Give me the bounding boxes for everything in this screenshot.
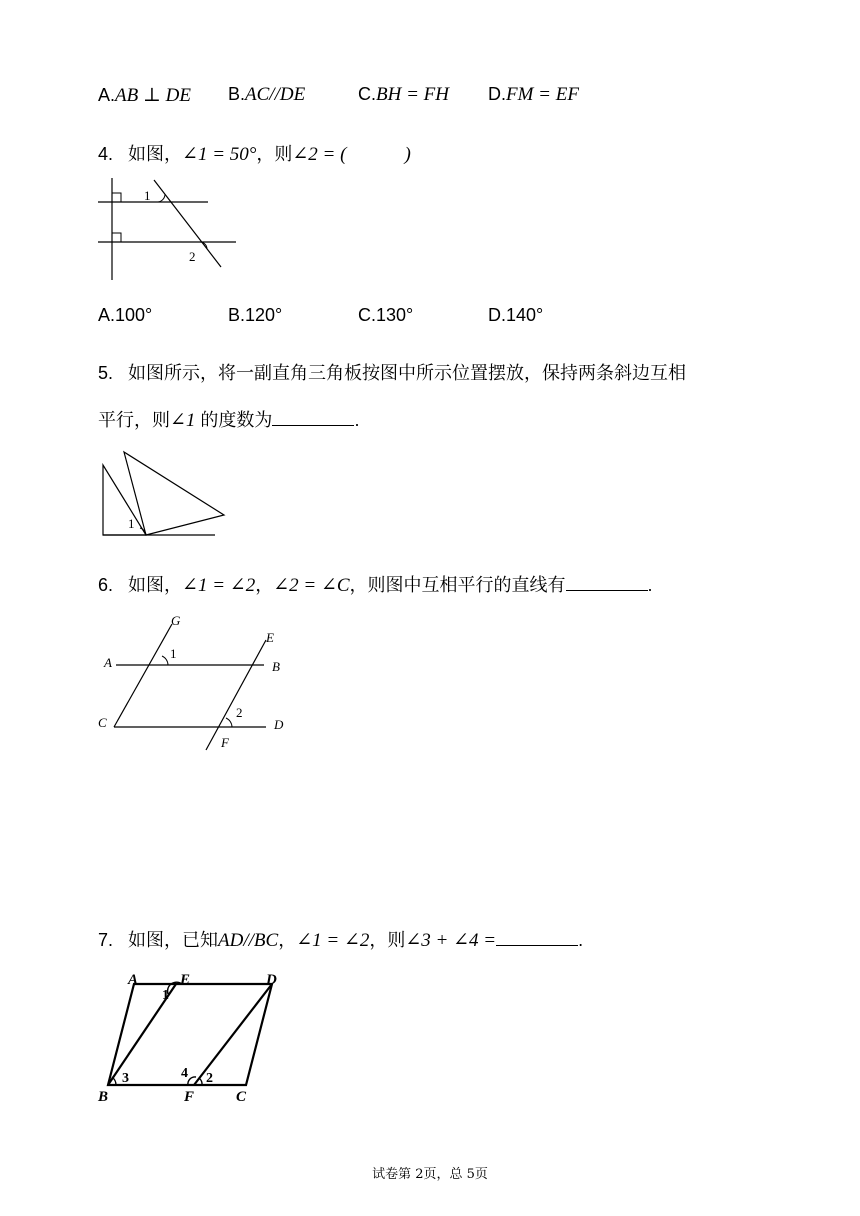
q4-option-b: B.120° (228, 305, 283, 325)
q5-answer-blank[interactable] (272, 407, 354, 426)
q7-angle-label-4: 4 (181, 1066, 188, 1081)
q4-option-a: A.100° (98, 305, 153, 325)
q3-option-a: A.AB ⊥ DE (98, 85, 191, 106)
q6-label-e: E (266, 630, 274, 645)
q4-option-d: D.140° (488, 305, 544, 325)
q6-answer-blank[interactable] (566, 572, 648, 591)
q7-label-a: A (128, 972, 139, 988)
q6-label-a: A (104, 655, 112, 670)
q3-option-d: D.FM = EF (488, 84, 579, 105)
q3-option-b: B.AC//DE (228, 84, 306, 105)
q7-label-e: E (180, 972, 191, 988)
q4-question: 4. 如图，∠1 = 50°，则∠2 = ( ) (98, 144, 411, 165)
q7-label-f: F (184, 1089, 195, 1105)
q7-angle-label-1: 1 (162, 988, 169, 1003)
q6-figure (96, 610, 296, 755)
q7-figure (96, 965, 286, 1107)
q6-angle-label-2: 2 (236, 705, 243, 720)
q7-answer-blank[interactable] (496, 927, 578, 946)
q7-angle-label-3: 3 (122, 1071, 129, 1086)
q4-figure (96, 175, 246, 287)
q3-option-c: C.BH = FH (358, 84, 449, 105)
q6-label-b: B (272, 659, 280, 674)
q7-question: 7. 如图，已知AD//BC，∠1 = ∠2，则∠3 + ∠4 = . (98, 926, 583, 952)
q5-question-line2: 平行，则∠1 的度数为 . (98, 406, 359, 432)
q6-angle-label-1: 1 (170, 646, 177, 661)
q6-question: 6. 如图，∠1 = ∠2，∠2 = ∠C，则图中互相平行的直线有 . (98, 571, 653, 597)
page-footer: 试卷第 2页，总 5页 (372, 1167, 488, 1182)
q6-label-f: F (221, 735, 229, 750)
q6-label-d: D (274, 717, 284, 732)
q7-label-b: B (98, 1089, 109, 1105)
q6-label-c: C (98, 715, 107, 730)
q6-label-g: G (171, 613, 181, 628)
q5-figure (100, 450, 230, 540)
q7-label-c: C (236, 1089, 247, 1105)
q4-option-c: C.130° (358, 305, 414, 325)
q5-angle-label-1: 1 (128, 516, 135, 531)
q7-angle-label-2: 2 (206, 1071, 213, 1086)
q4-angle-label-1: 1 (144, 188, 151, 203)
q4-angle-label-2: 2 (189, 249, 196, 264)
q5-question-line1: 5. 如图所示，将一副直角三角板按图中所示位置摆放，保持两条斜边互相 (98, 363, 687, 383)
q7-label-d: D (266, 972, 277, 988)
